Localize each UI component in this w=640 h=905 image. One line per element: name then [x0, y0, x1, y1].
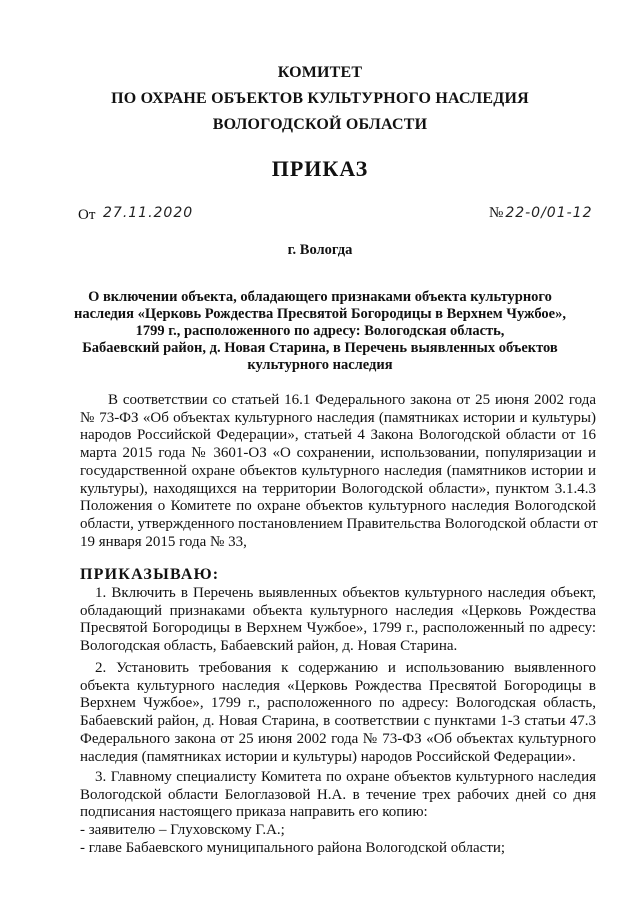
number-label: № — [489, 205, 504, 221]
handwritten-number: 22-0/01-12 — [505, 205, 593, 221]
text-line: № 73-ФЗ «Об объектах культурного наследия (памятниках истории и культуры) — [80, 409, 596, 426]
text-line: Пресвятой Богородицы в Верхнем Чужбое», 1799 г., расположенный по адресу: — [80, 620, 596, 637]
text-line: марта 2015 года № 3601-ОЗ «О сохранении, использовании, популяризации и — [80, 445, 596, 462]
text-line: области, утвержденного постановлением Правительства Вологодской области от — [80, 515, 598, 532]
order-subject — [0, 289, 640, 374]
subject-line: О включении объекта, обладающего признаками объекта культурного — [88, 289, 552, 305]
recipient-line: - заявителю – Глуховскому Г.А.; — [80, 822, 285, 839]
committee-title-line1: КОМИТЕТ — [277, 64, 363, 81]
text-line: Положения о Комитете по охране объектов культурного наследия Вологодской — [80, 498, 596, 515]
text-line: Вологодской области Белоглазовой Н.А. в течение трех рабочих дней со дня — [80, 786, 596, 803]
handwritten-date: 27.11.2020 — [103, 205, 194, 221]
committee-title-line3: ВОЛОГОДСКОЙ ОБЛАСТИ — [212, 116, 428, 133]
recipient-line: - главе Бабаевского муниципального района Вологодской области; — [80, 839, 506, 856]
text-line: 1. Включить в Перечень выявленных объектов культурного наследия объект, — [95, 585, 596, 601]
text-line: культуры), находящихся на территории Вологодской области», пунктом 3.1.4.3 — [80, 480, 596, 497]
item-1-paragraph — [80, 585, 596, 656]
text-line: 2. Установить требования к содержанию и использованию выявленного — [95, 660, 596, 676]
preamble-paragraph — [80, 392, 596, 551]
text-line: Верхнем Чужбое», 1799 г., расположенного по адресу: Вологодская область, — [80, 695, 596, 712]
text-line: подписания настоящего приказа направить его копию: — [80, 804, 428, 821]
subject-line: Бабаевский район, д. Новая Старина, в Перечень выявленных объектов — [82, 340, 558, 356]
subject-line: культурного наследия — [247, 357, 393, 373]
text-line: Бабаевский район, д. Новая Старина, в соответствии с пунктами 1-3 статьи 47.3 — [80, 713, 596, 730]
text-line: народов Российской Федерации», статьей 4 Закона Вологодской области от 16 — [80, 427, 596, 444]
text-line: 19 января 2015 года № 33, — [80, 533, 247, 550]
text-line: объекта культурного наследия «Церковь Рождества Пресвятой Богородицы в — [80, 677, 596, 694]
committee-title-line2: ПО ОХРАНЕ ОБЪЕКТОВ КУЛЬТУРНОГО НАСЛЕДИЯ — [111, 90, 529, 107]
text-line: Вологодская область, Бабаевский район, д. Новая Старина. — [80, 638, 458, 655]
item-2-paragraph — [80, 660, 596, 766]
order-directive-word: ПРИКАЗЫВАЮ: — [80, 566, 220, 583]
date-label: От — [78, 207, 96, 223]
document-title: ПРИКАЗ — [271, 156, 369, 181]
text-line: 3. Главному специалисту Комитета по охране объектов культурного наследия — [95, 769, 596, 785]
subject-line: 1799 г., расположенного по адресу: Вологодская область, — [135, 323, 505, 339]
text-line: обладающий признаками объекта культурного наследия «Церковь Рождества — [80, 602, 596, 619]
text-line: государственной охране объектов культурного наследия (памятников истории и — [80, 462, 596, 479]
order-number — [489, 205, 592, 222]
subject-line: наследия «Церковь Рождества Пресвятой Богородицы в Верхнем Чужбое», — [74, 306, 566, 322]
text-line: В соответствии со статьей 16.1 Федерального закона от 25 июня 2002 года — [108, 392, 596, 408]
item-3-paragraph — [80, 769, 596, 858]
text-line: наследия (памятниках истории и культуры) народов Российской Федерации». — [80, 748, 576, 765]
text-line: Федерального закона от 25 июня 2002 года № 73-ФЗ «Об объектах культурного — [80, 730, 596, 747]
city-line: г. Вологда — [287, 242, 353, 258]
